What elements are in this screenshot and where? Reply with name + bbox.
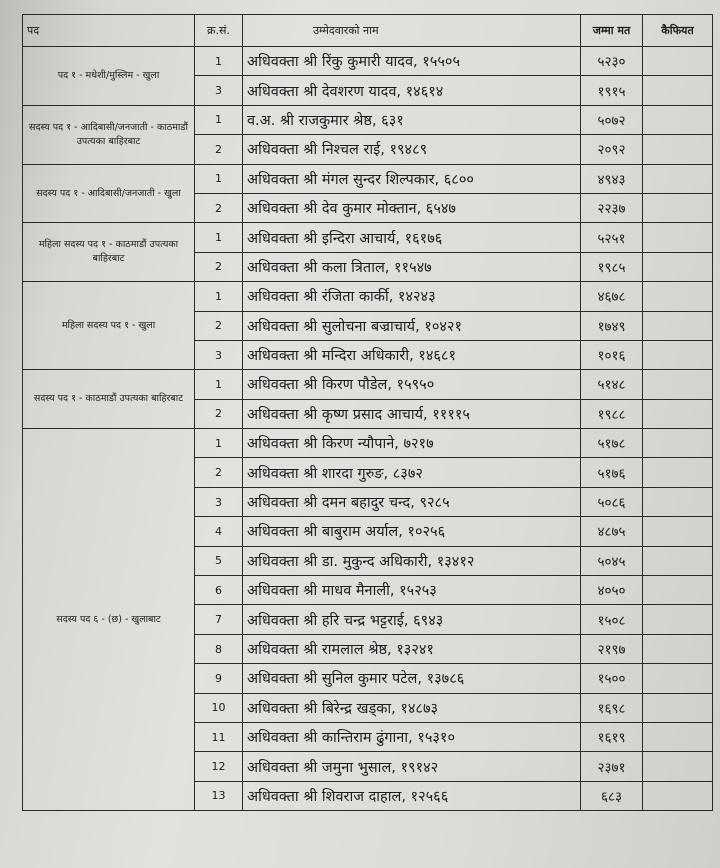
total-votes-cell: १६१९ [581,722,643,751]
candidate-name-cell: अधिवक्ता श्री डा. मुकुन्द अधिकारी, १३४१२ [243,546,581,575]
remarks-cell [643,370,713,399]
candidate-name-cell: अधिवक्ता श्री जमुना भुसाल, १९१४२ [243,752,581,781]
serial-number-cell: 1 [195,164,243,193]
total-votes-cell: २०९२ [581,135,643,164]
remarks-cell [643,605,713,634]
header-post: पद [23,15,195,47]
candidate-name-cell: अधिवक्ता श्री दमन बहादुर चन्द, ९२८५ [243,487,581,516]
total-votes-cell: १५०८ [581,605,643,634]
total-votes-cell: ६८३ [581,781,643,810]
candidate-name-cell: अधिवक्ता श्री हरि चन्द्र भट्टराई, ६९४३ [243,605,581,634]
candidate-name-cell: अधिवक्ता श्री बिरेन्द्र खड्का, १४८७३ [243,693,581,722]
remarks-cell [643,546,713,575]
serial-number-cell: 6 [195,576,243,605]
serial-number-cell: 1 [195,105,243,134]
serial-number-cell: 3 [195,487,243,516]
candidate-name-cell: अधिवक्ता श्री मन्दिरा अधिकारी, १४६८१ [243,340,581,369]
candidate-name-cell: अधिवक्ता श्री इन्दिरा आचार्य, १६१७६ [243,223,581,252]
candidate-name-cell: अधिवक्ता श्री रामलाल श्रेष्ठ, १३२४१ [243,634,581,663]
total-votes-cell: १९८८ [581,399,643,428]
serial-number-cell: 2 [195,193,243,222]
post-cell: सदस्य पद ६ - (छ) - खुलाबाट [23,429,195,811]
serial-number-cell: 2 [195,399,243,428]
serial-number-cell: 7 [195,605,243,634]
total-votes-cell: ५०७२ [581,105,643,134]
total-votes-cell: १९१५ [581,76,643,105]
table-row [23,105,713,134]
serial-number-cell: 1 [195,282,243,311]
remarks-cell [643,105,713,134]
serial-number-cell: 13 [195,781,243,810]
remarks-cell [643,752,713,781]
remarks-cell [643,664,713,693]
header-total-votes: जम्मा मत [581,15,643,47]
total-votes-cell: २३७१ [581,752,643,781]
remarks-cell [643,47,713,76]
candidate-name-cell: अधिवक्ता श्री मंगल सुन्दर शिल्पकार, ६८०० [243,164,581,193]
total-votes-cell: ४८७५ [581,517,643,546]
serial-number-cell: 12 [195,752,243,781]
candidate-name-cell: अधिवक्ता श्री कृष्ण प्रसाद आचार्य, ११११५ [243,399,581,428]
post-cell: महिला सदस्य पद १ - काठमाडौं उपत्यका बाहिरबाट [23,223,195,282]
serial-number-cell: 8 [195,634,243,663]
table-row [23,164,713,193]
total-votes-cell: १७४९ [581,311,643,340]
remarks-cell [643,223,713,252]
candidate-name-cell: अधिवक्ता श्री किरण न्यौपाने, ७२१७ [243,429,581,458]
post-cell: सदस्य पद १ - काठमाडौं उपत्यका बाहिरबाट [23,370,195,429]
total-votes-cell: ५१७६ [581,458,643,487]
header-remarks: कैफियत [643,15,713,47]
serial-number-cell: 1 [195,223,243,252]
total-votes-cell: ५०४५ [581,546,643,575]
serial-number-cell: 3 [195,76,243,105]
post-cell: सदस्य पद १ - आदिबासी/जनजाती - काठमाडौं उपत्यका बाहिरबाट [23,105,195,164]
total-votes-cell: ५१७८ [581,429,643,458]
header-candidate-name: उम्मेदवारको नाम [243,15,581,47]
total-votes-cell: १५०० [581,664,643,693]
remarks-cell [643,781,713,810]
total-votes-cell: १६९८ [581,693,643,722]
table-row [23,282,713,311]
total-votes-cell: ५०८६ [581,487,643,516]
candidate-name-cell: अधिवक्ता श्री माधव मैनाली, १५२५३ [243,576,581,605]
remarks-cell [643,76,713,105]
candidate-name-cell: अधिवक्ता श्री रिंकु कुमारी यादव, १५५०५ [243,47,581,76]
remarks-cell [643,693,713,722]
serial-number-cell: 2 [195,458,243,487]
remarks-cell [643,634,713,663]
total-votes-cell: ४९४३ [581,164,643,193]
remarks-cell [643,135,713,164]
total-votes-cell: ५२५१ [581,223,643,252]
candidate-name-cell: व.अ. श्री राजकुमार श्रेष्ठ, ६३१ [243,105,581,134]
total-votes-cell: २२३७ [581,193,643,222]
remarks-cell [643,164,713,193]
candidate-name-cell: अधिवक्ता श्री शारदा गुरुङ, ८३७२ [243,458,581,487]
candidate-name-cell: अधिवक्ता श्री शिवराज दाहाल, १२५६६ [243,781,581,810]
header-row [23,15,713,47]
remarks-cell [643,311,713,340]
remarks-cell [643,399,713,428]
serial-number-cell: 2 [195,252,243,281]
remarks-cell [643,193,713,222]
total-votes-cell: २१९७ [581,634,643,663]
total-votes-cell: ५२३० [581,47,643,76]
serial-number-cell: 2 [195,311,243,340]
table-row [23,370,713,399]
remarks-cell [643,576,713,605]
post-cell: महिला सदस्य पद १ - खुला [23,282,195,370]
remarks-cell [643,252,713,281]
total-votes-cell: ४६७८ [581,282,643,311]
remarks-cell [643,458,713,487]
post-cell: सदस्य पद १ - आदिबासी/जनजाती - खुला [23,164,195,223]
serial-number-cell: 1 [195,429,243,458]
candidate-name-cell: अधिवक्ता श्री बाबुराम अर्याल, १०२५६ [243,517,581,546]
candidate-name-cell: अधिवक्ता श्री निश्चल राई, १९४८९ [243,135,581,164]
serial-number-cell: 5 [195,546,243,575]
total-votes-cell: ५१४८ [581,370,643,399]
candidate-name-cell: अधिवक्ता श्री सुलोचना बज्राचार्य, १०४२१ [243,311,581,340]
candidate-name-cell: अधिवक्ता श्री कान्तिराम ढुंगाना, १५३१० [243,722,581,751]
serial-number-cell: 4 [195,517,243,546]
results-body [23,47,713,811]
candidate-name-cell: अधिवक्ता श्री सुनिल कुमार पटेल, १३७८६ [243,664,581,693]
candidate-name-cell: अधिवक्ता श्री रंजिता कार्की, १४२४३ [243,282,581,311]
table-row [23,429,713,458]
candidate-name-cell: अधिवक्ता श्री किरण पौडेल, १५९५० [243,370,581,399]
serial-number-cell: 9 [195,664,243,693]
serial-number-cell: 3 [195,340,243,369]
serial-number-cell: 1 [195,370,243,399]
candidate-name-cell: अधिवक्ता श्री देव कुमार मोक्तान, ६५४७ [243,193,581,222]
results-table [22,14,713,811]
total-votes-cell: १९८५ [581,252,643,281]
serial-number-cell: 2 [195,135,243,164]
remarks-cell [643,282,713,311]
candidate-name-cell: अधिवक्ता श्री देवशरण यादव, १४६१४ [243,76,581,105]
total-votes-cell: ४०५० [581,576,643,605]
table-row [23,223,713,252]
serial-number-cell: 1 [195,47,243,76]
post-cell: पद १ - मधेशी/मुस्लिम - खुला [23,47,195,106]
remarks-cell [643,429,713,458]
remarks-cell [643,340,713,369]
serial-number-cell: 10 [195,693,243,722]
total-votes-cell: १०१६ [581,340,643,369]
table-row [23,47,713,76]
candidate-name-cell: अधिवक्ता श्री कला त्रिताल, ११५४७ [243,252,581,281]
remarks-cell [643,487,713,516]
serial-number-cell: 11 [195,722,243,751]
remarks-cell [643,722,713,751]
header-serial-number: क्र.सं. [195,15,243,47]
remarks-cell [643,517,713,546]
